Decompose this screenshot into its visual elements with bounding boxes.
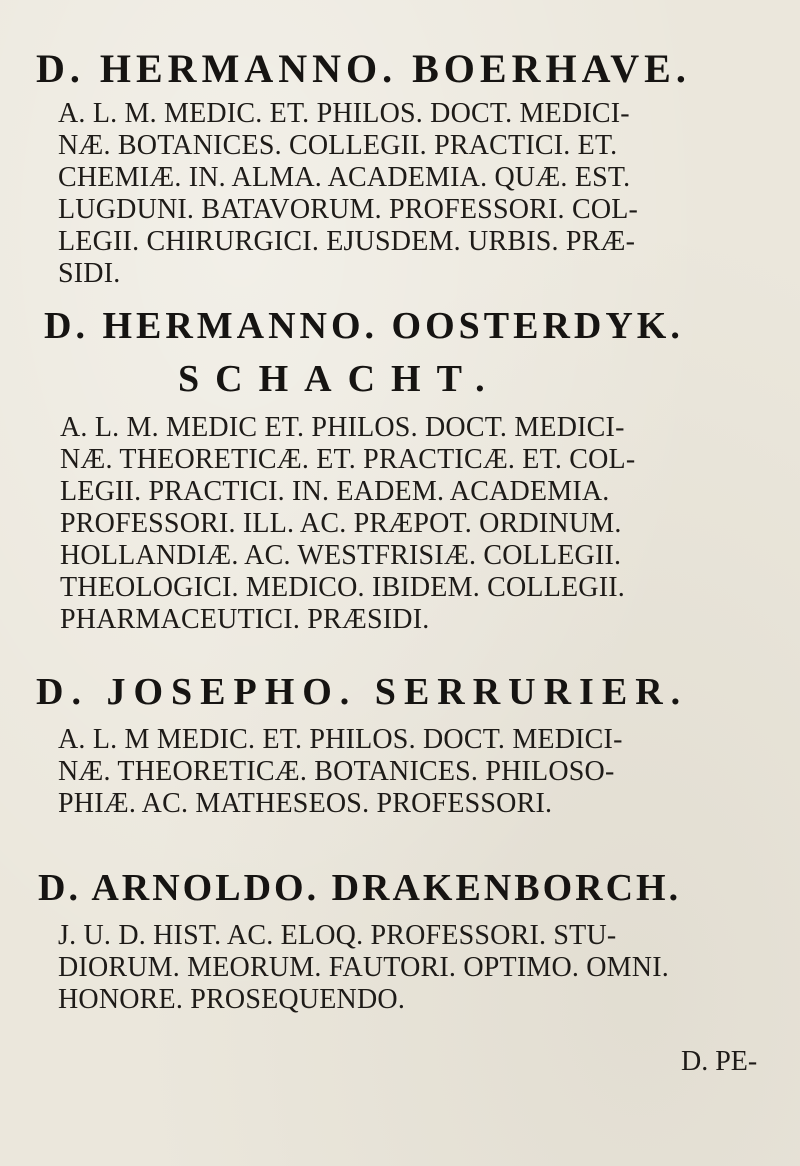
dedication-text-drakenborch: J. U. D. HIST. AC. ELOQ. PROFESSORI. STU- DIORUM. MEORUM. FAUTORI. OPTIMO. OMNI. HONORE. PROSEQUENDO. (58, 920, 669, 1015)
dedication-heading-boerhave: D. HERMANNO. BOERHAVE. (36, 46, 691, 91)
dedication-text-oosterdyk: A. L. M. MEDIC ET. PHILOS. DOCT. MEDICI- NÆ. THEORETICÆ. ET. PRACTICÆ. ET. COL- LEGII. PRACTICI. IN. EADEM. ACADEMIA. PROFESSORI. ILL. AC. PRÆPOT. ORDINUM. HOLLANDIÆ. AC. WESTFRISIÆ. COLLEGII. THEOLOGICI. MEDICO. IBIDEM. COLLEGII. PHARMACEUTICI. PRÆSIDI. (60, 412, 636, 635)
dedication-text-serrurier: A. L. M MEDIC. ET. PHILOS. DOCT. MEDICI- NÆ. THEORETICÆ. BOTANICES. PHILOSO- PHIÆ. AC. MATHESEOS. PROFESSORI. (58, 724, 623, 819)
dedication-heading-oosterdyk: D. HERMANNO. OOSTERDYK. (44, 305, 684, 347)
dedication-heading-drakenborch: D. ARNOLDO. DRAKENBORCH. (38, 867, 682, 909)
dedication-heading-schacht: SCHACHT. (178, 358, 501, 400)
dedication-text-boerhave: A. L. M. MEDIC. ET. PHILOS. DOCT. MEDICI- NÆ. BOTANICES. COLLEGII. PRACTICI. ET. CHEMIÆ. IN. ALMA. ACADEMIA. QUÆ. EST. LUGDUNI. BATAVORUM. PROFESSORI. COL- LEGII. CHIRURGICI. EJUSDEM. URBIS. PRÆ- SIDI. (58, 98, 639, 289)
catchword: D. PE- (681, 1046, 758, 1077)
dedication-heading-serrurier: D. JOSEPHO. SERRURIER. (36, 671, 689, 713)
